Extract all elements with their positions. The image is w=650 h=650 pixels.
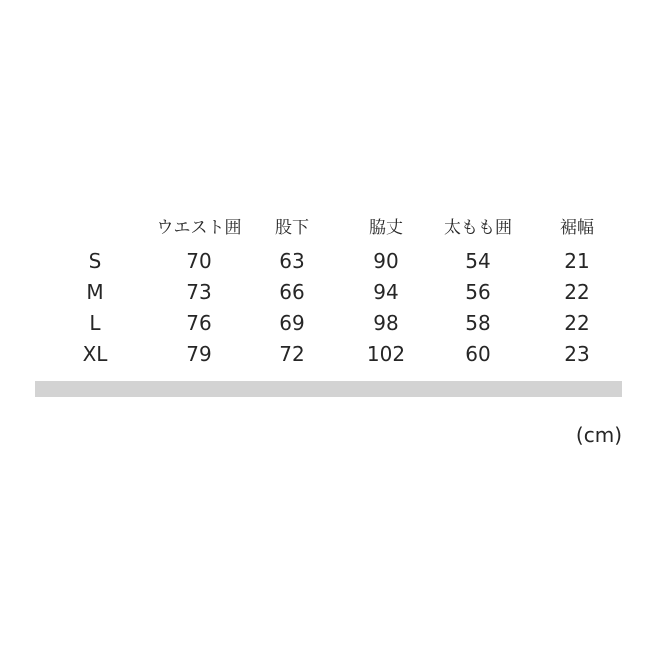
- column-header-side-length: 脇丈: [369, 218, 403, 238]
- cell-l-thigh: 58: [465, 310, 491, 335]
- cell-s-thigh: 54: [465, 248, 491, 273]
- cell-s-inseam: 63: [279, 248, 305, 273]
- cell-s-waist: 70: [186, 248, 212, 273]
- column-header-hem-width: 裾幅: [560, 218, 594, 238]
- row-label-l: L: [89, 310, 101, 335]
- cell-s-side-length: 90: [373, 248, 399, 273]
- unit-label: (cm): [575, 423, 622, 447]
- cell-xl-hem-width: 23: [564, 341, 590, 366]
- cell-l-waist: 76: [186, 310, 212, 335]
- divider-bar: [35, 381, 622, 397]
- column-header-waist: ウエスト囲: [156, 218, 242, 238]
- cell-xl-thigh: 60: [465, 341, 491, 366]
- cell-xl-inseam: 72: [279, 341, 305, 366]
- cell-m-thigh: 56: [465, 279, 491, 304]
- cell-l-side-length: 98: [373, 310, 399, 335]
- cell-s-hem-width: 21: [564, 248, 590, 273]
- column-header-inseam: 股下: [275, 218, 309, 238]
- cell-l-hem-width: 22: [564, 310, 590, 335]
- cell-xl-side-length: 102: [366, 341, 406, 366]
- cell-m-side-length: 94: [373, 279, 399, 304]
- size-spec-table: [60, 203, 650, 369]
- row-label-s: S: [88, 248, 102, 273]
- row-label-m: M: [86, 279, 104, 304]
- column-header-thigh: 太もも囲: [444, 218, 512, 238]
- row-label-xl: XL: [82, 341, 108, 366]
- corner-cell: [60, 203, 130, 245]
- cell-m-waist: 73: [186, 279, 212, 304]
- cell-l-inseam: 69: [279, 310, 305, 335]
- cell-m-inseam: 66: [279, 279, 305, 304]
- cell-xl-waist: 79: [186, 341, 212, 366]
- cell-m-hem-width: 22: [564, 279, 590, 304]
